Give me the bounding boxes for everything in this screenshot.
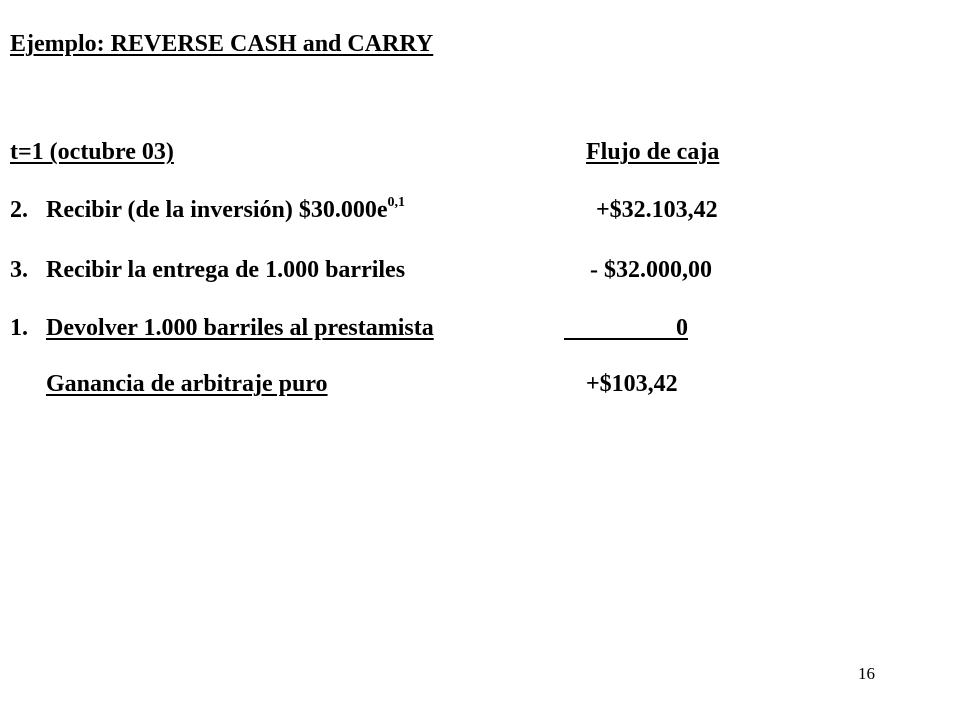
total-label: Ganancia de arbitraje puro	[46, 371, 328, 397]
item-row-return-barrels	[10, 314, 434, 342]
item-text: Recibir la entrega de 1.000 barriles	[46, 257, 406, 283]
item-value: - $32.000,00	[590, 257, 712, 283]
cash-flow-header: Flujo de caja	[586, 139, 720, 165]
slide-title: Ejemplo: REVERSE CASH and CARRY	[10, 31, 434, 57]
item-value: 0	[676, 315, 688, 341]
item-number: 3.	[10, 257, 28, 283]
item-row-receive-barrels	[10, 256, 405, 284]
item-value: +$32.103,42	[596, 197, 718, 223]
item-number: 1.	[10, 315, 28, 341]
page-number: 16	[858, 664, 875, 683]
underline-gap	[564, 316, 676, 340]
total-value: +$103,42	[586, 371, 678, 397]
item-text: Devolver 1.000 barriles al prestamista	[46, 315, 434, 341]
item-text: Recibir (de la inversión) $30.000e	[46, 197, 388, 223]
exponent: 0,1	[387, 195, 406, 210]
item-number: 2.	[10, 197, 28, 223]
item-row-receive-investment	[10, 196, 405, 224]
period-label: t=1 (octubre 03)	[10, 139, 174, 165]
